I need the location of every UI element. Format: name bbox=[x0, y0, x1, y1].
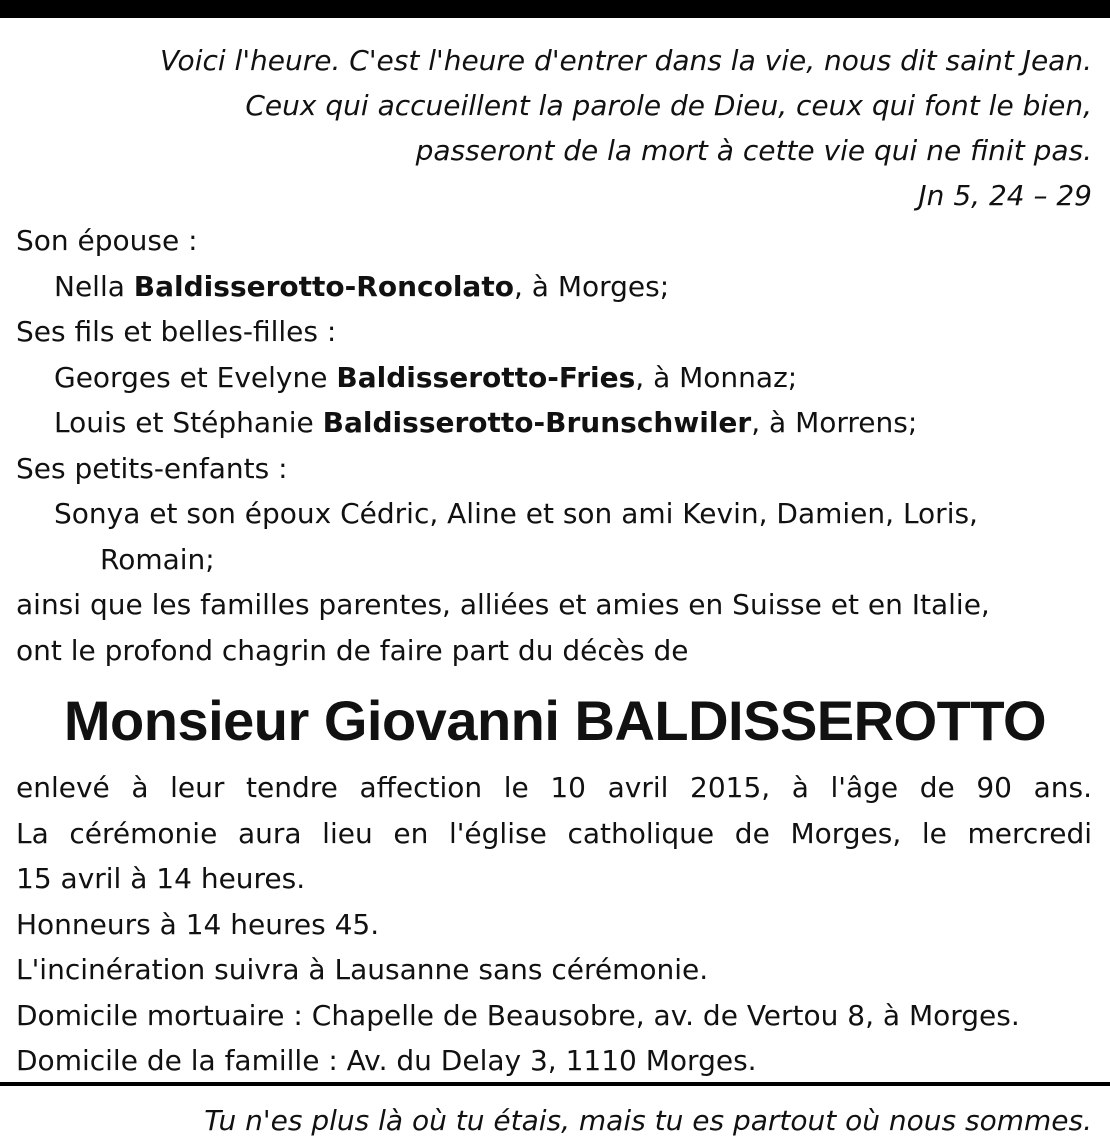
son-entry bbox=[16, 355, 1092, 401]
honours-details: Honneurs à 14 heures 45. bbox=[16, 907, 380, 941]
top-border-rule bbox=[0, 0, 1110, 18]
son-surname: Baldisserotto-Fries bbox=[336, 360, 636, 394]
passing-details: enlevé à leur tendre affection le 10 avril 2015, à l'âge de 90 ans. bbox=[16, 771, 1092, 804]
sons-heading: Ses fils et belles-filles : bbox=[16, 315, 337, 348]
son-first-names: Georges et Evelyne bbox=[54, 360, 337, 394]
grandchildren-list-continued: Romain; bbox=[100, 542, 215, 576]
grandchildren-list: Sonya et son époux Cédric, Aline et son ami Kevin, Damien, Loris, bbox=[54, 497, 978, 530]
funeral-home-address: Domicile mortuaire : Chapelle de Beausobre, av. de Vertou 8, à Morges. bbox=[16, 998, 1020, 1032]
family-home-address: Domicile de la famille : Av. du Delay 3, 1110 Morges. bbox=[16, 1044, 757, 1077]
deceased-name: Monsieur Giovanni BALDISSEROTTO bbox=[63, 689, 1047, 752]
spouse-entry bbox=[16, 264, 1092, 310]
bottom-border-rule bbox=[0, 1082, 1110, 1086]
spouse-heading: Son épouse : bbox=[16, 224, 198, 257]
obituary-notice bbox=[16, 38, 1092, 1143]
epigraph-line: Voici l'heure. C'est l'heure d'entrer dans la vie, nous dit saint Jean. bbox=[160, 44, 1092, 77]
son-place: , à Morrens; bbox=[751, 406, 918, 439]
ceremony-details: La cérémonie aura lieu en l'église catholique de Morges, le mercredi bbox=[16, 816, 1092, 850]
spouse-first-name: Nella bbox=[54, 269, 134, 303]
son-entry bbox=[16, 400, 1092, 446]
epigraph-line: passeront de la mort à cette vie qui ne finit pas. bbox=[415, 134, 1092, 167]
cremation-details: L'incinération suivra à Lausanne sans cérémonie. bbox=[16, 953, 709, 986]
son-first-names: Louis et Stéphanie bbox=[54, 406, 323, 439]
epigraph bbox=[16, 38, 1092, 218]
relatives-line: ainsi que les familles parentes, alliées et amies en Suisse et en Italie, bbox=[16, 588, 990, 621]
spouse-place: , à Morges; bbox=[513, 269, 670, 303]
spouse-surname: Baldisserotto-Roncolato bbox=[133, 269, 514, 303]
ceremony-date: 15 avril à 14 heures. bbox=[16, 862, 306, 895]
closing-quote: Tu n'es plus là où tu étais, mais tu es partout où nous sommes. bbox=[204, 1103, 1092, 1137]
grandchildren-heading: Ses petits-enfants : bbox=[16, 451, 288, 485]
epigraph-reference: Jn 5, 24 – 29 bbox=[918, 179, 1092, 212]
epigraph-line: Ceux qui accueillent la parole de Dieu, ceux qui font le bien, bbox=[245, 89, 1092, 122]
announcement-line: ont le profond chagrin de faire part du décès de bbox=[16, 633, 689, 667]
son-place: , à Monnaz; bbox=[635, 360, 798, 394]
son-surname: Baldisserotto-Brunschwiler bbox=[322, 406, 752, 439]
